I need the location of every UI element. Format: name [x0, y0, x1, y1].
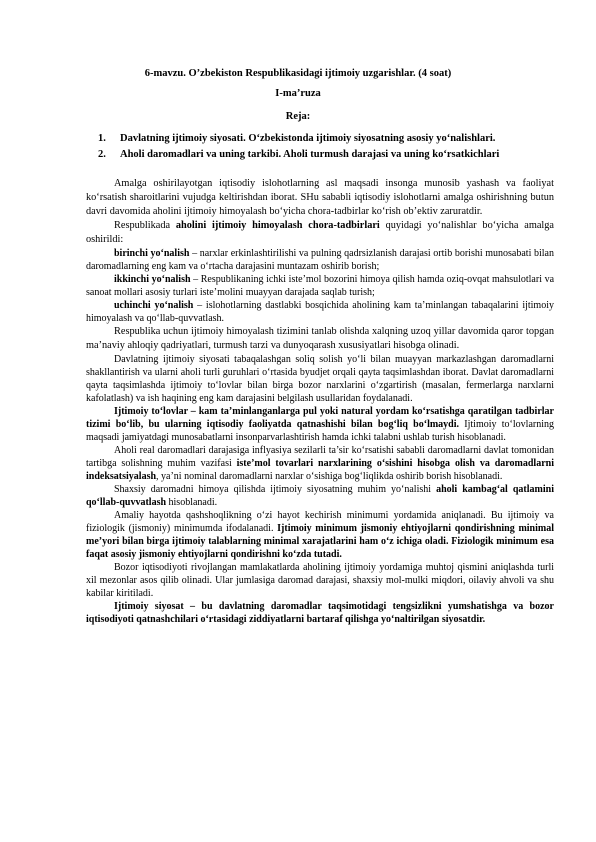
paragraph-text: Amalga oshirilayotgan iqtisodiy islohotlarning asl maqsadi insonga munosib yashash va faoliyat ko‘rsatish sharoitlarini vujudga keltirishdan iborat. SHu sababli iqtisodiy islohotlarni amalga oshirishning butun davri davomida aholini ijtimoiy himoyalash bo‘yicha chora-tadbirlar ko‘rish ob’ektiv zaruratdir.: [86, 178, 554, 217]
bold-phrase: iste’mol tovarlari narxlarining o‘sishini hisobga olish va daromadlarni indeksatsiyalash: [86, 458, 554, 482]
paragraph: [86, 483, 554, 509]
paragraph: [86, 600, 554, 626]
plan-item-text: Davlatning ijtimoiy siyosati. O‘zbekistonda ijtimoiy siyosatning asosiy yo‘nalishlari.: [120, 133, 496, 144]
plan-heading: Reja:: [285, 111, 311, 122]
paragraph-text: quyidagi yo‘nalishlar bo‘yicha amalga oshirildi:: [86, 220, 554, 245]
plan-item: [98, 131, 568, 147]
plan-item-text: Aholi daromadlari va uning tarkibi. Aholi turmush darajasi va uning ko‘rsatkichlari: [120, 149, 500, 160]
document-body: [86, 177, 554, 626]
paragraph-text: Amaliy hayotda qashshoqlikning o‘zi hayot kechirish minimumi yordamida aniqlanadi. Bu ijtimoiy va fiziologik (jismoniy) minimumda ifodalanadi.: [86, 510, 554, 534]
paragraph: [86, 325, 554, 353]
plan-list: [98, 131, 568, 163]
paragraph-text: – Respublikaning ichki iste’mol bozorini himoya qilish hamda oziq-ovqat mahsulotlari va sanoat mollari asosiy turlari iste’molini muayyan darajada saqlab turish;: [86, 274, 555, 298]
paragraph-text: Respublika uchun ijtimoiy himoyalash tizimini tanlab olishda xalqning uzoq yillar davomida qaror topgan ma’naviy ahloqiy qadriyatlari, turmush tarzi va dunyoqarash xususiyatlari hisobga olinadi.: [86, 326, 554, 351]
bold-phrase: aholi kambag‘al qatlamini qo‘llab-quvvatlash: [86, 484, 554, 508]
bold-phrase: ikkinchi yo‘nalish: [114, 274, 191, 285]
paragraph: [86, 219, 554, 247]
paragraph: [86, 509, 554, 561]
bold-phrase: aholini ijtimoiy himoyalash chora-tadbirlari: [175, 220, 380, 231]
paragraph: [86, 561, 554, 600]
paragraph-text: Shaxsiy daromadni himoya qilishda ijtimoiy siyosatning muhim yo‘nalishi: [114, 484, 437, 495]
paragraph: [86, 405, 554, 444]
paragraph-text: Respublikada: [114, 220, 176, 231]
bold-phrase: birinchi yo‘nalish: [114, 248, 190, 259]
paragraph-text: – narxlar erkinlashtirilishi va pulning qadrsizlanish darajasi ortib borishi munosabati bilan daromadlarning eng kam va o‘rtacha darajasini muntazam oshirib borish;: [86, 248, 554, 272]
plan-item: [98, 147, 568, 163]
lecture-title: 6-mavzu. O’zbekiston Respublikasidagi ijtimoiy uzgarishlar. (4 soat): [144, 68, 452, 79]
bold-phrase: Ijtimoiy siyosat – bu davlatning daromadlar taqsimotidagi tengsizlikni yumshatishga va bozor iqtisodiyoti qatnashchilari o‘rtasidagi ziddiyatlarni bartaraf qilishga yo‘naltirilgan siyosatdir.: [86, 601, 554, 625]
paragraph: [86, 353, 554, 405]
paragraph-text: hisoblanadi.: [166, 497, 218, 508]
lecture-subtitle: I-ma’ruza: [275, 88, 321, 99]
bold-phrase: Ijtimoiy minimum jismoniy ehtiyojlarni qondirishning minimal me’yori bilan birga ijtimoiy talablarning minimal xarajatlarini ham o‘z ichiga oladi. Fiziologik minimum esa faqat asosiy jismoniy ehtiyojlarni qondirishni ko‘zda tutadi.: [86, 523, 555, 560]
paragraph: [86, 177, 554, 219]
paragraph-text: Aholi real daromadlari darajasiga inflyasiya sezilarli ta’sir ko‘rsatishi sababli daromadlarni davlat tomonidan tartibga solishning muhim vazifasi: [86, 445, 554, 469]
paragraph: [86, 247, 554, 273]
paragraph-text: Ijtimoiy to‘lovlarning maqsadi jamiyatdagi munosabatlarni insonparvarlashtirish hamda ichki talabni ushlab turish hisoblanadi.: [86, 419, 554, 443]
plan-item-number: 1.: [98, 133, 106, 144]
bold-phrase: Ijtimoiy to‘lovlar – kam ta’minlanganlarga pul yoki natural yordam ko‘rsatishga qaratilgan tadbirlar tizimi bo‘lib, bu ularning iqtisodiy faoliyatda qatnashishi bilan bog‘liq bo‘lmaydi.: [86, 406, 554, 430]
paragraph-text: , ya’ni nominal daromadlarni narxlar o‘sishiga bog‘liqlikda oshirib borish hisoblanadi.: [156, 471, 503, 482]
paragraph: [86, 444, 554, 483]
paragraph-text: – islohotlarning dastlabki bosqichida aholining kam ta’minlangan tabaqalarini ijtimoiy himoyalash va qo‘llab-quvvatlash.: [86, 300, 554, 324]
paragraph: [86, 273, 554, 299]
paragraph-text: Davlatning ijtimoiy siyosati tabaqalashgan soliq solish yo‘li bilan muayyan markazlashgan daromadlarni shakllantirish va ularni aholi turli guruhlari o‘rtasida byudjet orqali qayta taqsimlashdan iborat. Davlat daromadlarni qayta taqsimlashda ijtimoiy to‘lovlar bilan birga bozor narxlarini o‘zgartirish (masalan, fermerlarga narxlarni kafolatlash) va ish haqining eng kam darajasini belgilash usullaridan foydalanadi.: [86, 354, 554, 404]
paragraph: [86, 299, 554, 325]
plan-item-number: 2.: [98, 149, 106, 160]
bold-phrase: uchinchi yo‘nalish: [114, 300, 194, 311]
paragraph-text: Bozor iqtisodiyoti rivojlangan mamlakatlarda aholining ijtimoiy yordamiga muhtoj qismini aniqlashda turli xil mezonlar asos qilib olinadi. Ular jumlasiga daromad darajasi, shaxsiy mol-mulki miqdori, oilaviy ahvoli va shu kabilar kiritiladi.: [86, 562, 554, 599]
